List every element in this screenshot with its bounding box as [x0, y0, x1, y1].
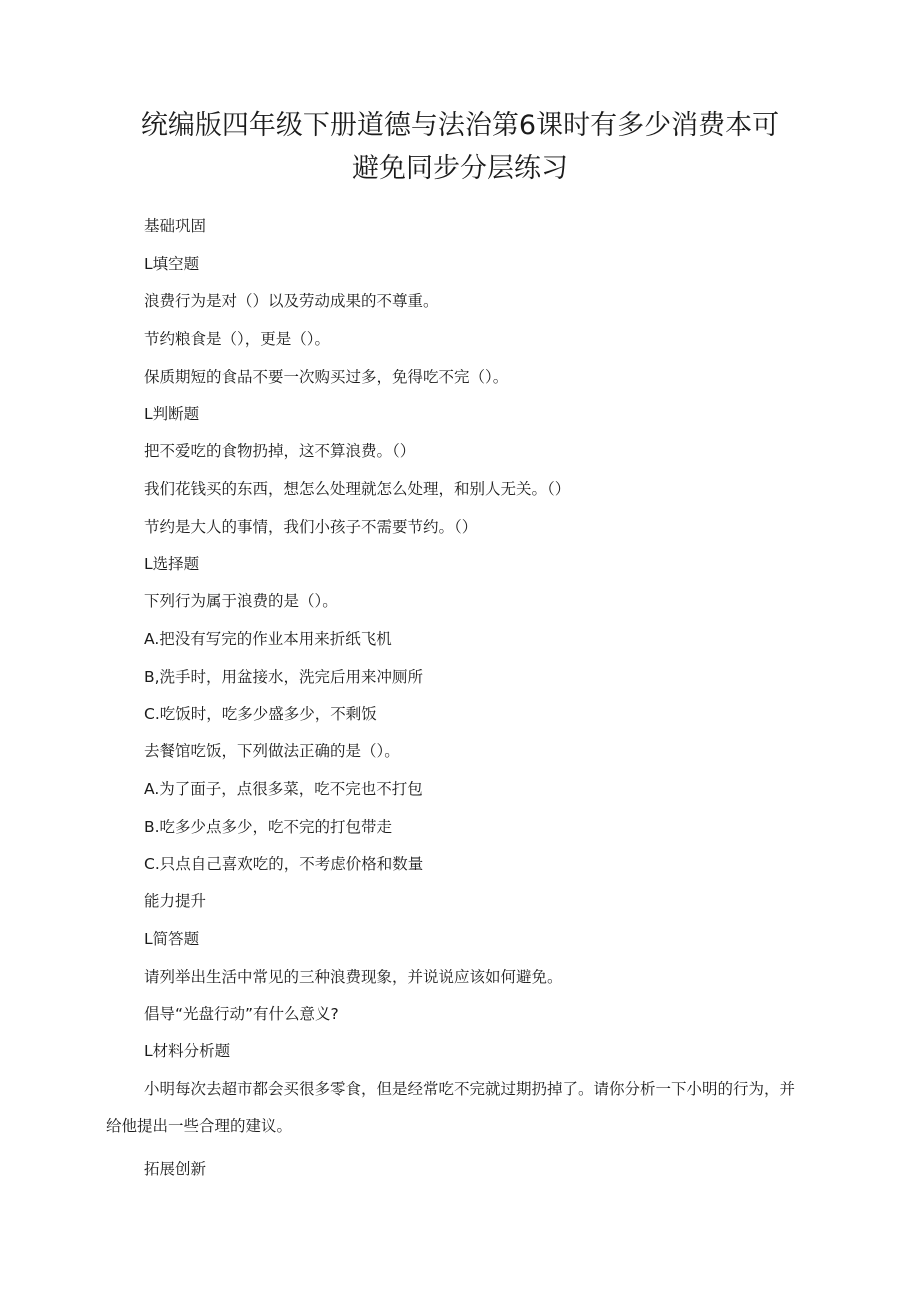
fill-blank-q1: 浪费行为是对（）以及劳动成果的不尊重。 [144, 292, 439, 310]
heading-true-false: L判断题 [144, 405, 200, 423]
material-text: 小明每次去超市都会买很多零食，但是经常吃不完就过期扔掉了。请你分析一下小明的行为，并给他提出一些合理的建议。 [106, 1080, 796, 1135]
true-false-q3: 节约是大人的事情，我们小孩子不需要节约。（） [144, 518, 478, 536]
choice-q1-option-c: C.吃饭时，吃多少盛多少，不剩饭 [144, 705, 377, 723]
fill-blank-q2: 节约粮食是（），更是（）。 [144, 330, 331, 348]
choice-q2-option-c: C.只点自己喜欢吃的，不考虑价格和数量 [144, 855, 424, 873]
title-line-2: 避免同步分层练习 [352, 153, 568, 184]
heading-choice: L选择题 [144, 555, 200, 573]
heading-short-answer: L简答题 [144, 930, 200, 948]
short-answer-q1: 请列举出生活中常见的三种浪费现象，并说说应该如何避免。 [144, 968, 563, 986]
heading-fill-blank: L填空题 [144, 255, 200, 273]
true-false-q1: 把不爱吃的食物扔掉，这不算浪费。（） [144, 442, 416, 460]
choice-q1-option-b: B,洗手时，用盆接水，洗完后用来冲厕所 [144, 668, 424, 686]
choice-q1-option-a: A.把没有写完的作业本用来折纸飞机 [144, 630, 392, 648]
document-title [100, 104, 820, 190]
heading-material: L材料分析题 [144, 1042, 231, 1060]
section-ability: 能力提升 [144, 892, 207, 910]
short-answer-q2: 倡导“光盘行动”有什么意义? [144, 1005, 339, 1023]
fill-blank-q3: 保质期短的食品不要一次购买过多，免得吃不完（）。 [144, 368, 509, 386]
section-extension: 拓展创新 [144, 1160, 207, 1178]
choice-q2-option-a: A.为了面子，点很多菜，吃不完也不打包 [144, 780, 423, 798]
section-basic: 基础巩固 [144, 217, 207, 235]
choice-q2-option-b: B.吃多少点多少，吃不完的打包带走 [144, 818, 393, 836]
choice-q1-stem: 下列行为属于浪费的是（）。 [144, 592, 338, 610]
choice-q2-stem: 去餐馆吃饭，下列做法正确的是（）。 [144, 742, 400, 760]
true-false-q2: 我们花钱买的东西，想怎么处理就怎么处理，和别人无关。（） [144, 480, 571, 498]
title-line-1: 统编版四年级下册道德与法治第6课时有多少消费本可 [140, 110, 780, 141]
